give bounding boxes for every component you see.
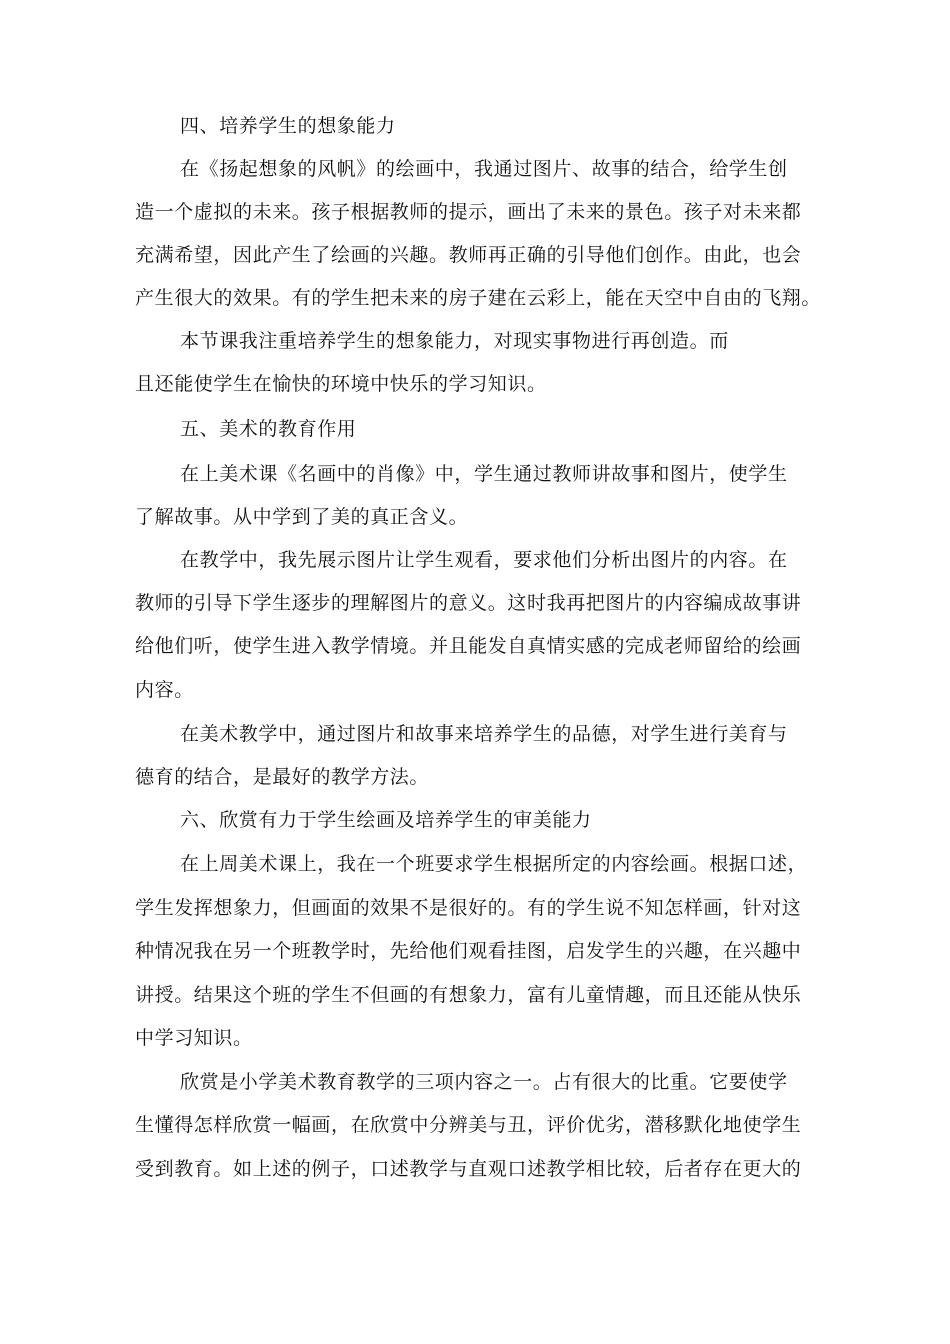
text-line: 中学习知识。 [135, 1027, 253, 1049]
text-line: 本节课我注重培养学生的想象能力，对现实事物进行再创造。而 [180, 330, 729, 352]
text-line: 在上美术课《名画中的肖像》中，学生通过教师讲故事和图片，使学生 [180, 463, 788, 485]
text-line: 充满希望，因此产生了绘画的兴趣。教师再正确的引导他们创作。由此，也会 [135, 244, 802, 266]
heading-section-5: 五、美术的教育作用 [180, 418, 357, 440]
text-line: 种情况我在另一个班教学时，先给他们观看挂图，启发学生的兴趣，在兴趣中 [135, 940, 802, 962]
heading-section-4: 四、培养学生的想象能力 [180, 115, 396, 137]
heading-section-6: 六、欣赏有力于学生绘画及培养学生的审美能力 [180, 809, 592, 831]
text-line: 了解故事。从中学到了美的真正含义。 [135, 506, 469, 528]
text-line: 且还能使学生在愉快的环境中快乐的学习知识。 [135, 373, 547, 395]
text-line: 教师的引导下学生逐步的理解图片的意义。这时我再把图片的内容编成故事讲 [135, 592, 802, 614]
text-line: 造一个虚拟的未来。孩子根据教师的提示，画出了未来的景色。孩子对未来都 [135, 201, 802, 223]
text-line: 学生发挥想象力，但画面的效果不是很好的。有的学生说不知怎样画，针对这 [135, 897, 802, 919]
text-line: 在美术教学中，通过图片和故事来培养学生的品德，对学生进行美育与 [180, 723, 788, 745]
text-line: 受到教育。如上述的例子，口述教学与直观口述教学相比较，后者存在更大的 [135, 1158, 802, 1180]
text-line: 德育的结合，是最好的教学方法。 [135, 766, 430, 788]
text-line: 欣赏是小学美术教育教学的三项内容之一。占有很大的比重。它要使学 [180, 1071, 788, 1093]
text-line: 在上周美术课上，我在一个班要求学生根据所定的内容绘画。根据口述， [180, 853, 808, 875]
text-line: 产生很大的效果。有的学生把未来的房子建在云彩上，能在天空中自由的飞翔。 [135, 287, 822, 309]
text-line: 讲授。结果这个班的学生不但画的有想象力，富有儿童情趣，而且还能从快乐 [135, 984, 802, 1006]
text-line: 生懂得怎样欣赏一幅画，在欣赏中分辨美与丑，评价优劣，潜移默化地使学生 [135, 1114, 802, 1136]
text-line: 给他们听，使学生进入教学情境。并且能发自真情实感的完成老师留给的绘画 [135, 635, 802, 657]
text-line: 在《扬起想象的风帆》的绘画中，我通过图片、故事的结合，给学生创 [180, 158, 788, 180]
text-line: 在教学中，我先展示图片让学生观看，要求他们分析出图片的内容。在 [180, 549, 788, 571]
text-line: 内容。 [135, 679, 194, 701]
